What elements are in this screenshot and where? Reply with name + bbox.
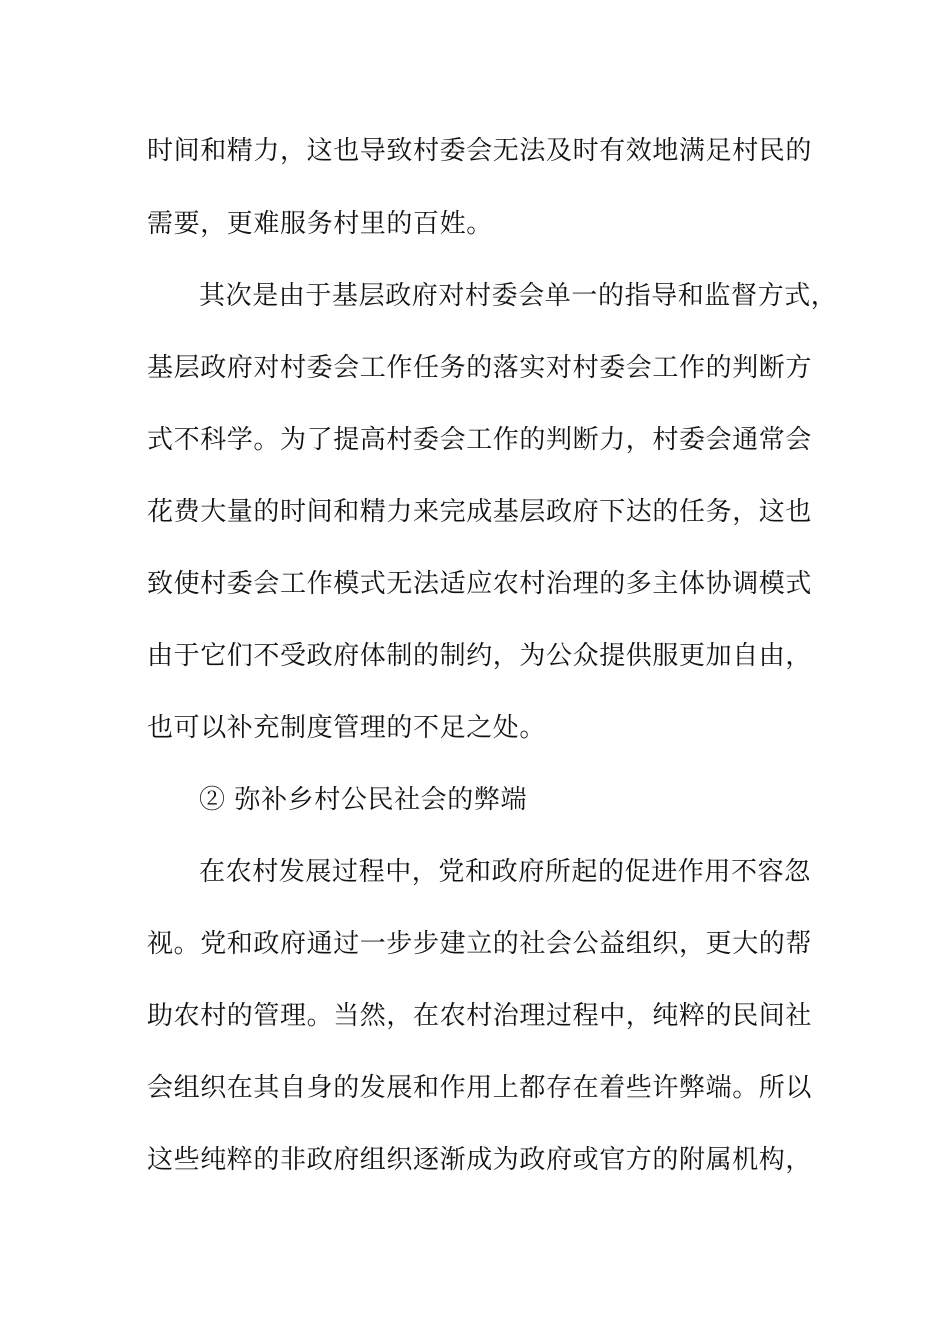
- paragraph-start: 在农村发展过程中，党和政府所起的促进作用不容忽: [199, 857, 811, 887]
- text-line: 助农村的管理。当然，在农村治理过程中，纯粹的民间社: [147, 1001, 813, 1031]
- text-line: 致使村委会工作模式无法适应农村治理的多主体协调模式: [147, 569, 813, 599]
- text-line: 基层政府对村委会工作任务的落实对村委会工作的判断方: [147, 353, 813, 383]
- text-line: 花费大量的时间和精力来完成基层政府下达的任务，这也: [147, 497, 813, 527]
- section-heading: ② 弥补乡村公民社会的弊端: [199, 785, 528, 815]
- text-line: 视。党和政府通过一步步建立的社会公益组织，更大的帮: [147, 929, 813, 959]
- paragraph-start: 其次是由于基层政府对村委会单一的指导和监督方式，: [199, 281, 838, 311]
- text-line: 时间和精力，这也导致村委会无法及时有效地满足村民的: [147, 136, 813, 166]
- text-line: 这些纯粹的非政府组织逐渐成为政府或官方的附属机构，: [147, 1145, 813, 1175]
- text-line: 需要，更难服务村里的百姓。: [147, 209, 493, 239]
- text-line: 式不科学。为了提高村委会工作的判断力，村委会通常会: [147, 425, 813, 455]
- text-line: 会组织在其自身的发展和作用上都存在着些许弊端。所以: [147, 1073, 813, 1103]
- text-line: 由于它们不受政府体制的制约，为公众提供服更加自由，: [147, 641, 813, 671]
- text-line: 也可以补充制度管理的不足之处。: [147, 713, 547, 743]
